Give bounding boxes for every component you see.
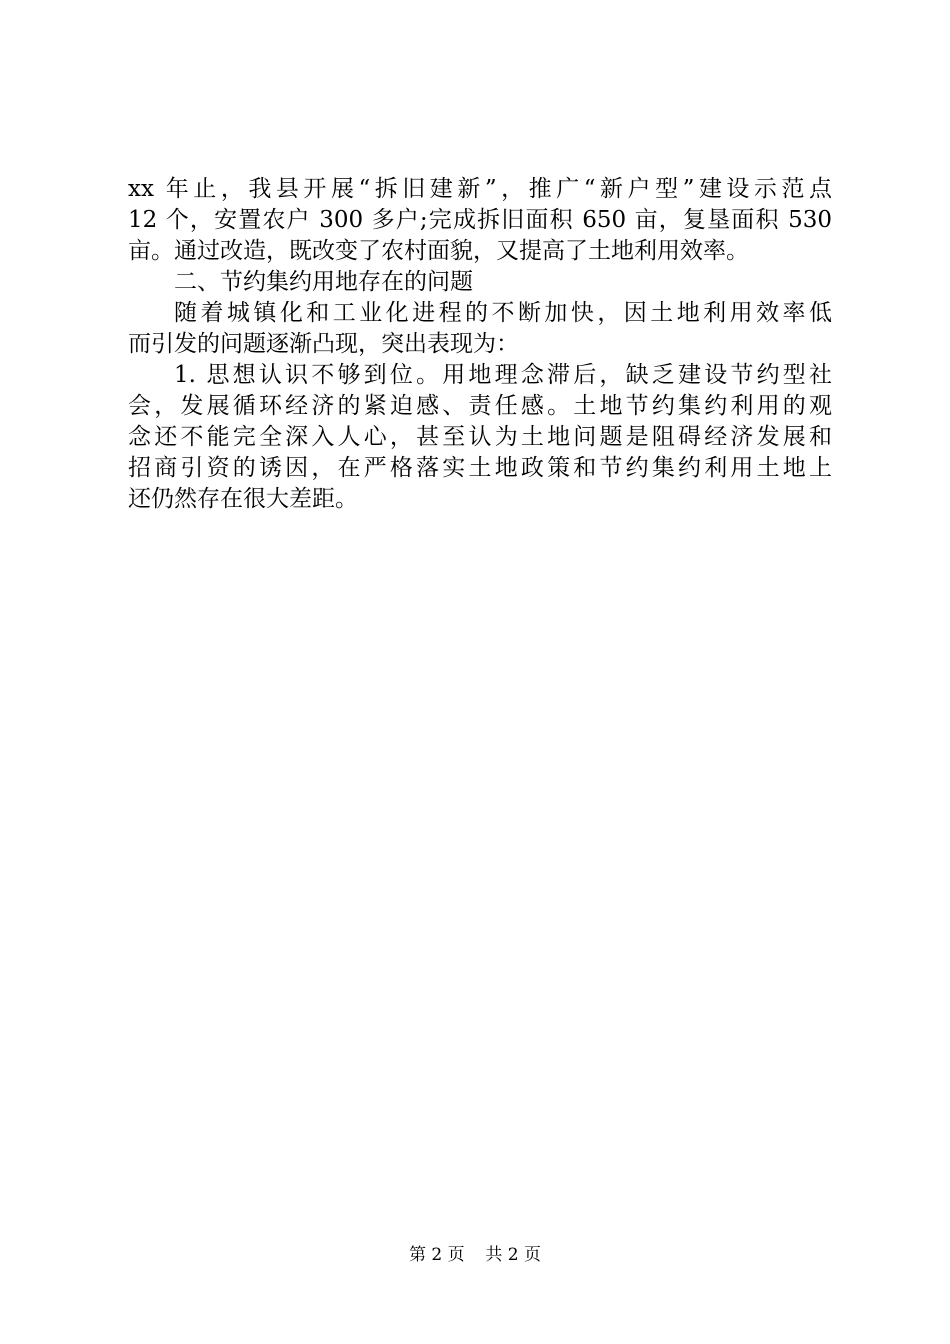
text-line: 念还不能完全深入人心，甚至认为土地问题是阻碍经济发展和	[128, 424, 832, 450]
text-line: 亩。通过改造，既改变了农村面貌，又提高了土地利用效率。	[128, 238, 749, 264]
text-line: 会，发展循环经济的紧迫感、责任感。土地节约集约利用的观	[128, 393, 832, 419]
document-body	[128, 174, 832, 515]
paragraph-first-line: 1. 思想认识不够到位。用地理念滞后，缺乏建设节约型社	[174, 362, 832, 388]
text-line: 12 个，安置农户 300 多户;完成拆旧面积 650 亩，复垦面积 530	[128, 207, 832, 233]
paragraph-first-line: 随着城镇化和工业化进程的不断加快，因土地利用效率低	[174, 300, 832, 326]
text-line: 招商引资的诱因，在严格落实土地政策和节约集约利用土地上	[128, 455, 832, 481]
page-number-current: 第 2 页	[408, 1245, 465, 1265]
text-line: 还仍然存在很大差距。	[128, 486, 358, 512]
text-line: xx 年止，我县开展“拆旧建新”，推广“新户型”建设示范点	[128, 176, 832, 202]
text-line: 而引发的问题逐渐凸现，突出表现为：	[128, 331, 519, 357]
page-number-total: 共 2 页	[485, 1245, 542, 1265]
page-footer	[0, 1244, 950, 1266]
section-heading: 二、节约集约用地存在的问题	[174, 269, 473, 295]
